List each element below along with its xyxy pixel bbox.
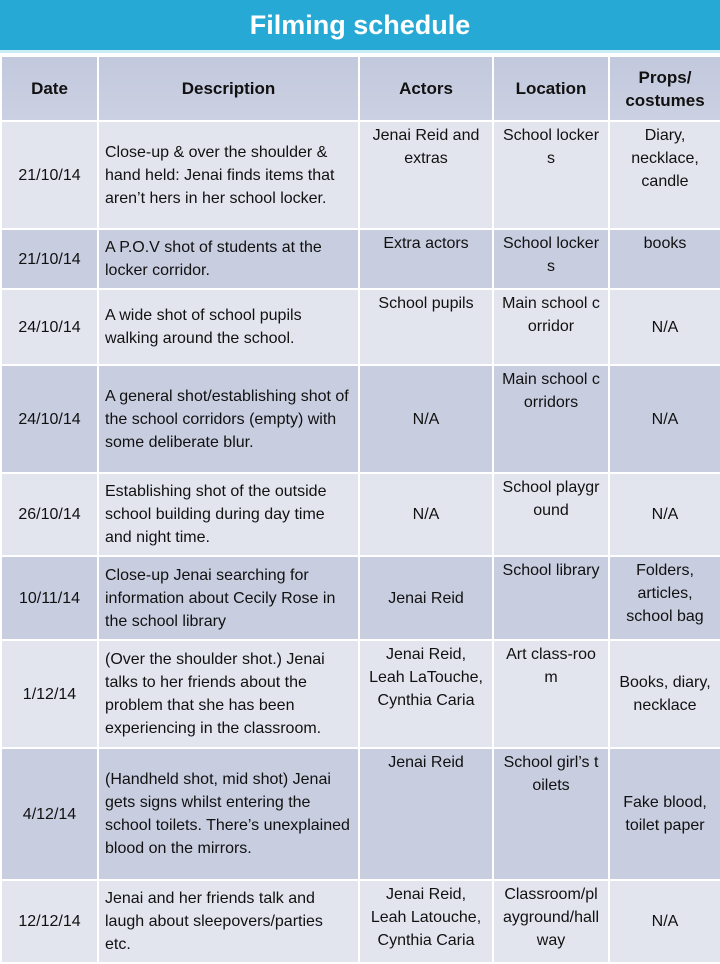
cell-date: 4/12/14 [1, 748, 98, 880]
cell-actors: Extra actors [359, 229, 493, 289]
cell-date: 21/10/14 [1, 121, 98, 229]
cell-date: 24/10/14 [1, 289, 98, 365]
cell-date: 10/11/14 [1, 556, 98, 640]
cell-description: Establishing shot of the outside school building during day time and night time. [98, 473, 359, 556]
header-date: Date [1, 56, 98, 121]
header-row [1, 56, 720, 121]
cell-actors: Jenai Reid [359, 556, 493, 640]
cell-props: N/A [609, 365, 720, 473]
cell-description: (Handheld shot, mid shot) Jenai gets signs whilst entering the school toilets. There’s unexplained blood on the mirrors. [98, 748, 359, 880]
cell-props: Folders, articles, school bag [609, 556, 720, 640]
table-row [1, 556, 720, 640]
cell-location: Classroom/playground/hallway [493, 880, 609, 963]
cell-description: Close-up Jenai searching for information about Cecily Rose in the school library [98, 556, 359, 640]
cell-actors: Jenai Reid, Leah LaTouche, Cynthia Caria [359, 640, 493, 748]
table-row [1, 121, 720, 229]
table-row [1, 229, 720, 289]
cell-description: A P.O.V shot of students at the locker corridor. [98, 229, 359, 289]
cell-location: Main school corridors [493, 365, 609, 473]
cell-description: Close-up & over the shoulder & hand held: Jenai finds items that aren’t hers in her school locker. [98, 121, 359, 229]
cell-props: Fake blood, toilet paper [609, 748, 720, 880]
cell-actors: N/A [359, 473, 493, 556]
table-row [1, 365, 720, 473]
cell-props: N/A [609, 880, 720, 963]
cell-location: School playground [493, 473, 609, 556]
cell-actors: N/A [359, 365, 493, 473]
cell-date: 12/12/14 [1, 880, 98, 963]
cell-description: Jenai and her friends talk and laugh about sleepovers/parties etc. [98, 880, 359, 963]
cell-description: A general shot/establishing shot of the school corridors (empty) with some deliberate blur. [98, 365, 359, 473]
cell-date: 1/12/14 [1, 640, 98, 748]
cell-actors: School pupils [359, 289, 493, 365]
cell-actors: Jenai Reid [359, 748, 493, 880]
header-props: Props/ costumes [609, 56, 720, 121]
table-row [1, 748, 720, 880]
cell-actors: Jenai Reid and extras [359, 121, 493, 229]
cell-date: 24/10/14 [1, 365, 98, 473]
cell-location: School lockers [493, 229, 609, 289]
filming-schedule-table [0, 55, 720, 964]
header-location: Location [493, 56, 609, 121]
cell-location: Main school corridor [493, 289, 609, 365]
cell-location: School girl’s toilets [493, 748, 609, 880]
cell-location: Art class-room [493, 640, 609, 748]
cell-description: A wide shot of school pupils walking around the school. [98, 289, 359, 365]
cell-props: N/A [609, 289, 720, 365]
header-actors: Actors [359, 56, 493, 121]
cell-date: 26/10/14 [1, 473, 98, 556]
cell-location: School library [493, 556, 609, 640]
table-row [1, 640, 720, 748]
cell-props: Diary, necklace, candle [609, 121, 720, 229]
table-row [1, 289, 720, 365]
cell-props: Books, diary, necklace [609, 640, 720, 748]
cell-props: N/A [609, 473, 720, 556]
page-title: Filming schedule [0, 0, 720, 53]
cell-location: School lockers [493, 121, 609, 229]
cell-props: books [609, 229, 720, 289]
table-row [1, 880, 720, 963]
header-description: Description [98, 56, 359, 121]
cell-description: (Over the shoulder shot.) Jenai talks to her friends about the problem that she has been experiencing in the classroom. [98, 640, 359, 748]
cell-actors: Jenai Reid, Leah Latouche, Cynthia Caria [359, 880, 493, 963]
cell-date: 21/10/14 [1, 229, 98, 289]
table-row [1, 473, 720, 556]
